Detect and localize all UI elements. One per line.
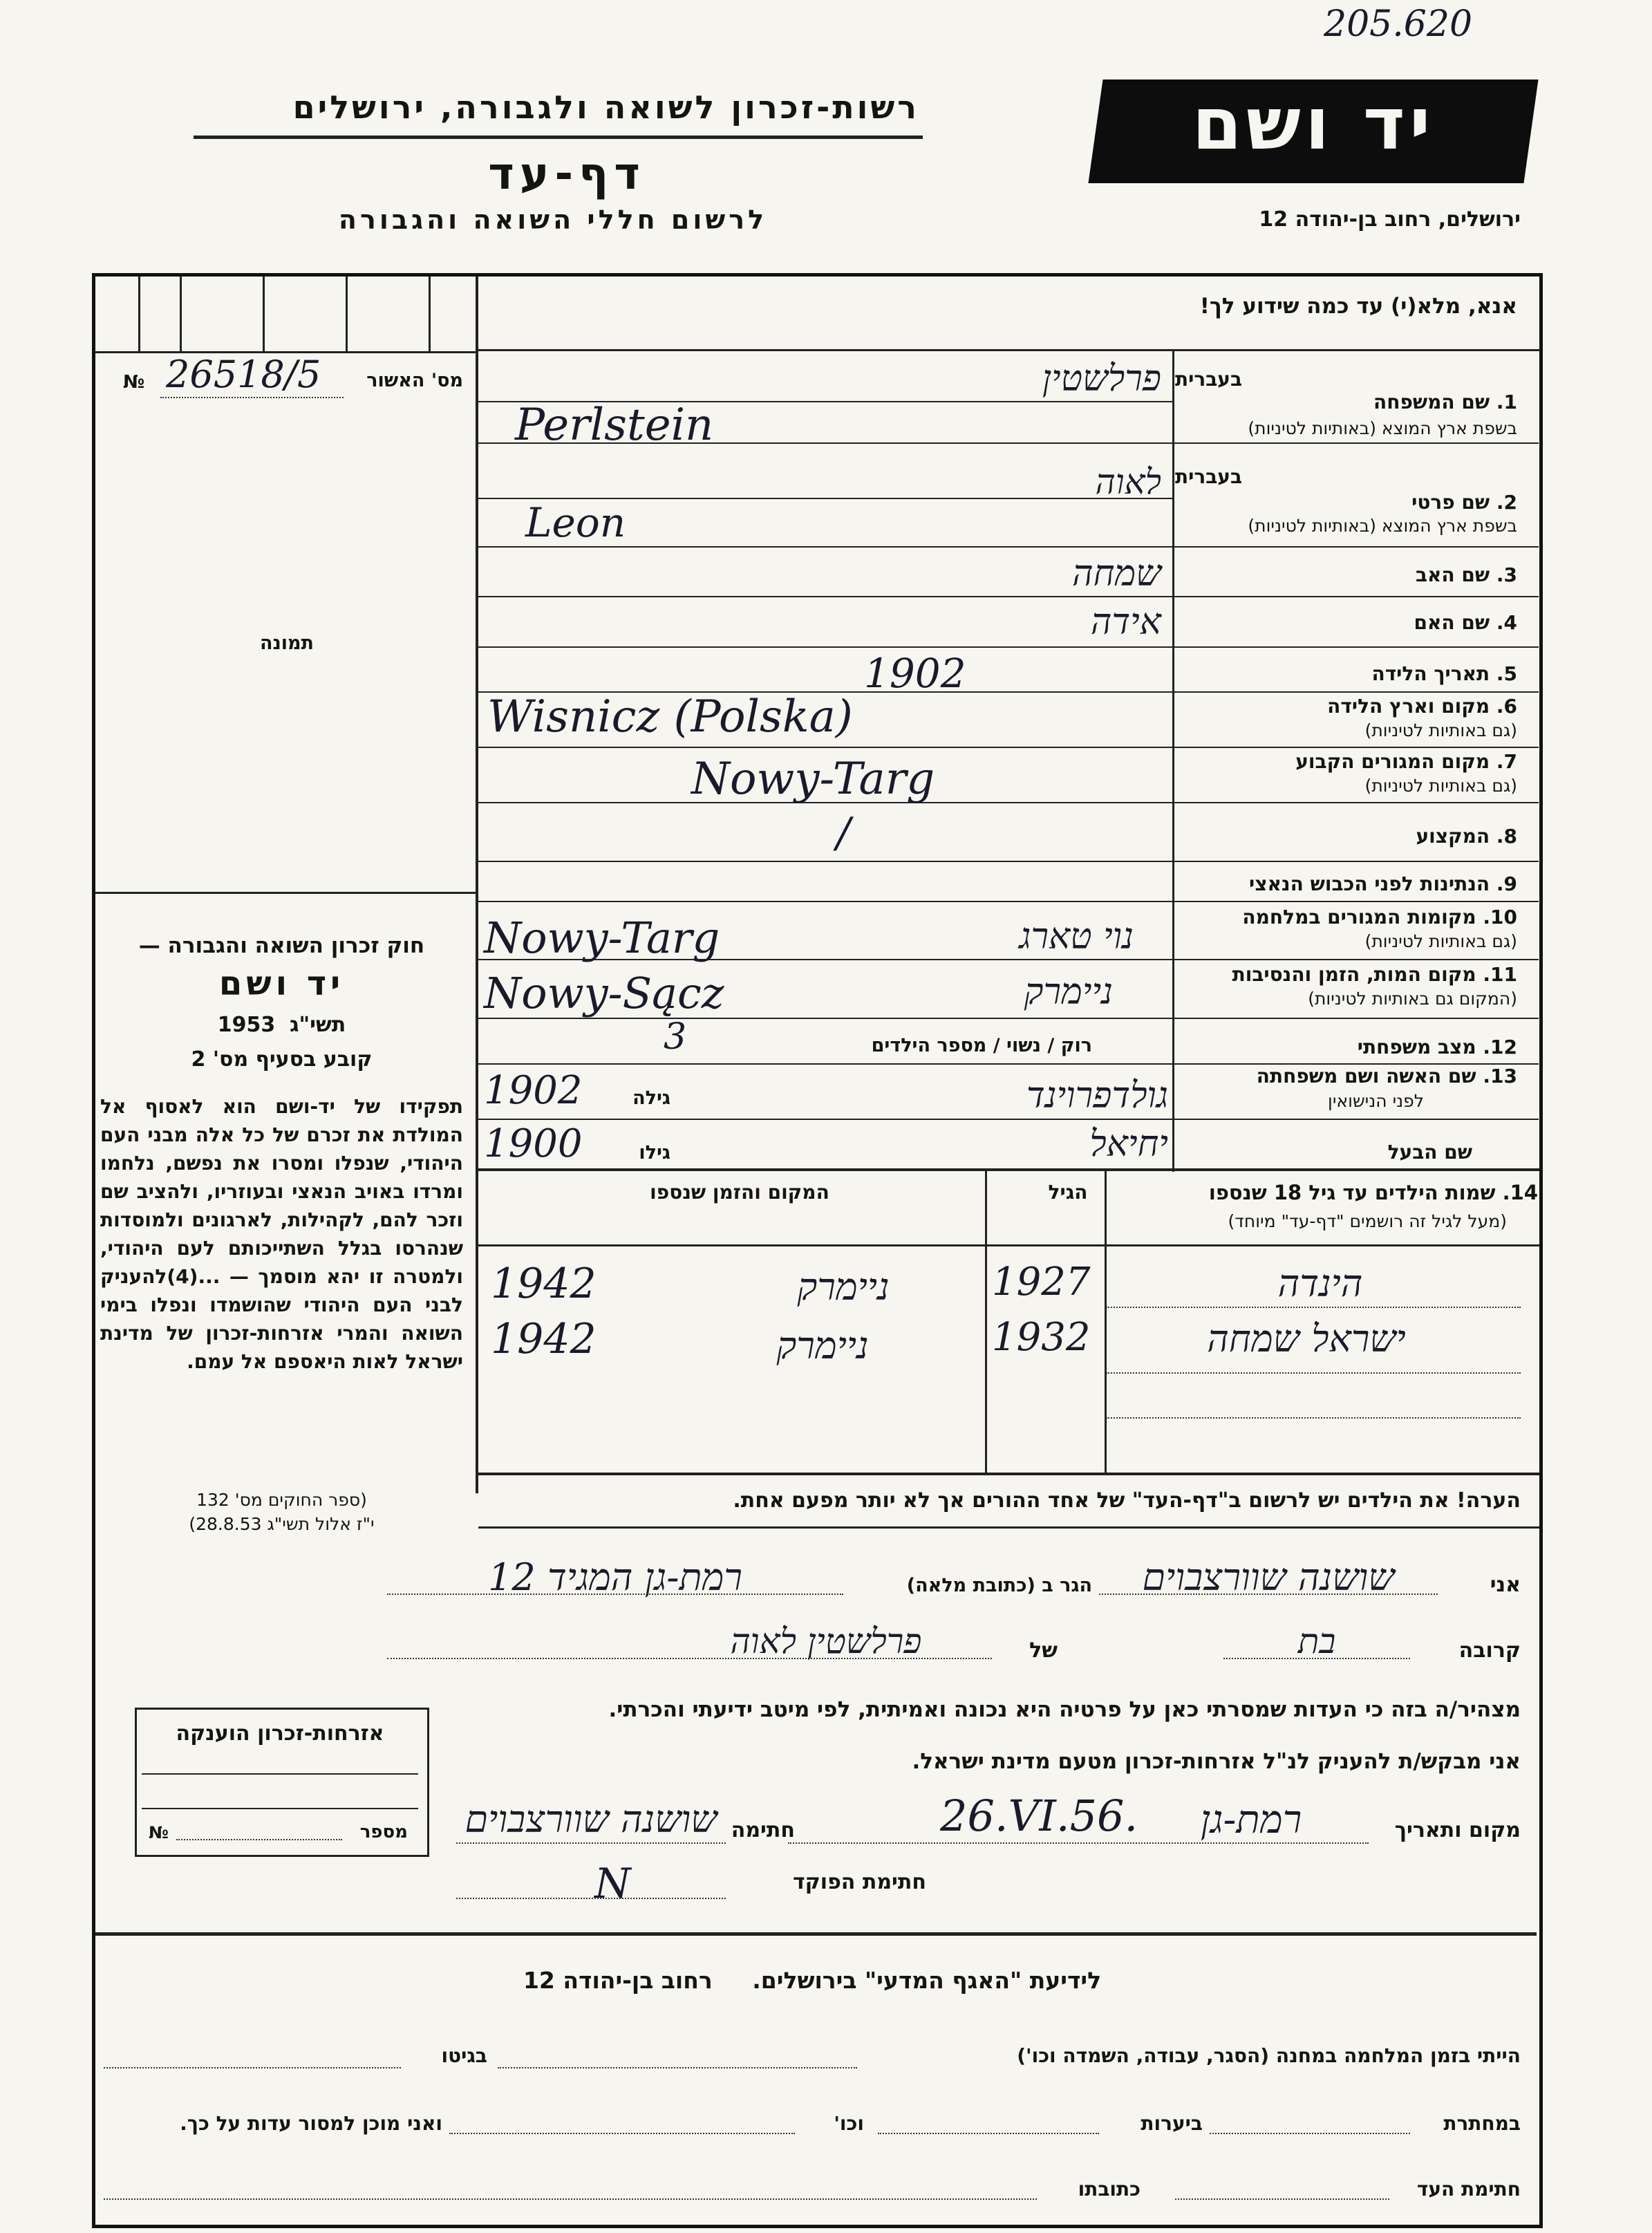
children-col-div: [1105, 1168, 1107, 1473]
footer-dots: [1175, 2198, 1389, 2200]
declaration-date: 26.VI.56.: [940, 1791, 1138, 1841]
children-row-line: [1106, 1372, 1521, 1374]
field-6-label: [1230, 695, 1517, 718]
authority-name: רשות-זכרון לשואה ולגבורה, ירושלים: [292, 88, 919, 126]
field-13-sub: לפני הנישואין: [1328, 1091, 1424, 1111]
field-11-text: מקום המות, הזמן והנסיבות: [1232, 963, 1476, 986]
child-1-age: 1927: [992, 1260, 1091, 1305]
field-1-label: [1279, 391, 1517, 413]
field-6-num: 6.: [1496, 695, 1517, 718]
children-col-place: המקום והזמן שנספו: [650, 1181, 829, 1204]
address-dots: [387, 1594, 843, 1595]
field-11-num: 11.: [1483, 963, 1517, 986]
value-line: [478, 1063, 1173, 1065]
field-4-num: 4.: [1496, 611, 1517, 634]
field-11-sub: (המקום גם באותיות לטיניות): [1308, 989, 1517, 1009]
child-1-place: ניימרק: [797, 1265, 890, 1309]
logo-text: יד ושם: [1192, 82, 1435, 166]
relative-of: פרלשטין לאוה: [730, 1621, 922, 1661]
cell-div: [429, 277, 431, 351]
officer-dots: [456, 1898, 726, 1899]
field-6-text: מקום וארץ הלידה: [1327, 695, 1490, 718]
row-line: [1172, 901, 1539, 902]
row-line: [1172, 1119, 1539, 1120]
resident-label: הגר ב (כתובת מלאה): [906, 1575, 1092, 1596]
row-line: [1172, 802, 1539, 803]
field-4-label: [1279, 611, 1517, 634]
death-place: Nowy-Sącz: [484, 968, 724, 1018]
field-10-num: 10.: [1483, 906, 1517, 928]
field-3-text: שם האב: [1415, 563, 1490, 586]
citizenship-number-dots: [176, 1839, 342, 1840]
relative-label: קרובה: [1458, 1638, 1521, 1663]
occupation-mark: /: [836, 809, 851, 857]
field-5-text: תאריך הלידה: [1371, 662, 1490, 685]
birth-place: Wisnicz (Polska): [487, 691, 853, 742]
declarant-name: שושנה שוורצבוים: [1142, 1555, 1395, 1599]
field-11-label: [1175, 963, 1517, 986]
declarant-address: רמת-גן המגיד 12: [488, 1555, 742, 1599]
field-9-num: 9.: [1496, 872, 1517, 895]
field-13-label: [1175, 1065, 1517, 1087]
field-2-num: 2.: [1496, 491, 1517, 514]
field-8-num: 8.: [1496, 825, 1517, 848]
field-7-text: מקום המגורים הקבוע: [1295, 750, 1490, 773]
field-3-num: 3.: [1496, 563, 1517, 586]
row-line: [1172, 861, 1539, 862]
photo-bottom: [95, 892, 477, 894]
intro-text: אנא, מלא(י) עד כמה שידוע לך!: [1199, 294, 1517, 319]
value-line: [478, 901, 1173, 902]
of-label: של: [1029, 1638, 1058, 1663]
footer-dots: [104, 2067, 401, 2068]
field-1-num: 1.: [1496, 391, 1517, 413]
footer-line1-a: הייתי בזמן המלחמה במחנה (הסגר, עבודה, השמדה וכו'): [1017, 2044, 1521, 2067]
field-8-text: המקצוע: [1416, 825, 1490, 848]
footer-dots: [498, 2067, 857, 2068]
declarant-signature: שושנה שוורצבוים: [464, 1797, 717, 1841]
note-text: הערה! את הילדים יש לרשום ב"דף-העד" של אחד ההורים אך לא יותר מפעם אחת.: [733, 1488, 1521, 1513]
husband-age: 1900: [484, 1121, 583, 1166]
footer-line3-b: כתובתו: [1078, 2178, 1141, 2201]
firstname-latin: Leon: [525, 499, 626, 546]
footer-line1-b: בגיטו: [441, 2044, 487, 2067]
field-5-num: 5.: [1496, 662, 1517, 685]
law-heading: חוק זכרון השואה והגבורה —: [138, 933, 425, 958]
field-8-label: [1279, 825, 1517, 848]
photo-label: תמונה: [259, 633, 315, 654]
left-column-divider: [476, 277, 478, 1493]
children-row-line: [1106, 1417, 1521, 1419]
declaration-i: אני: [1490, 1573, 1521, 1597]
field-10-sub: (גם באותיות לטיניות): [1364, 931, 1517, 951]
signature-dots: [456, 1842, 726, 1844]
husband-name: יחיאל: [1089, 1123, 1168, 1165]
field-13-num: 13.: [1483, 1065, 1517, 1087]
footer-line2-a: במחתרת: [1443, 2112, 1521, 2135]
husband-age-label: גילו: [639, 1142, 670, 1164]
field-13-text: שם האשה ושם משפחתה: [1256, 1065, 1476, 1087]
children-col-div: [985, 1168, 987, 1473]
citizenship-line: [142, 1808, 418, 1809]
request: אני מבקש/ת להעניק לנ"ל אזרחות-זכרון מטעם מדינת ישראל.: [912, 1749, 1521, 1774]
value-line: [478, 596, 1173, 597]
row-line: [1172, 442, 1539, 444]
row-line: [1172, 959, 1539, 960]
note-top-line: [478, 1473, 1539, 1475]
field-10-text: מקומות המגורים במלחמה: [1242, 906, 1476, 928]
footer-line2-d: ואני מוכן למסור עדות על כך.: [180, 2112, 442, 2135]
wartime-residence: Nowy-Targ: [484, 913, 720, 963]
row-line: [1172, 596, 1539, 597]
field-1-sub: בשפת ארץ המוצא (באותיות לטיניות): [1248, 418, 1517, 438]
statement: מצהיר/ה בזה כי העדות שמסרתי כאן על פרטיה היא נכונה ואמיתית, לפי מיטב ידיעתי והכרתי.: [608, 1697, 1521, 1722]
value-line: [478, 861, 1173, 862]
declarant-dots: [1099, 1594, 1438, 1595]
footer-dots: [104, 2198, 1037, 2200]
authority-underline: [194, 136, 923, 139]
value-line: [478, 546, 1173, 548]
children-title: 14. שמות הילדים עד גיל 18 שנספו: [1208, 1181, 1538, 1204]
law-section: קובע בסעיף מס' 2: [191, 1047, 373, 1072]
footer-dots: [449, 2133, 795, 2134]
top-row-divider: [476, 349, 1540, 351]
footer-dots: [1210, 2133, 1410, 2134]
registration-label: מס' האשור: [366, 370, 463, 391]
cell-div: [263, 277, 265, 351]
row-line: [1172, 646, 1539, 648]
signature-label: חתימה: [731, 1818, 795, 1842]
birth-year: 1902: [864, 650, 966, 697]
footer-line2-b: ביערות: [1141, 2112, 1203, 2135]
note-bottom-line: [478, 1526, 1539, 1529]
wife-age-label: גילה: [632, 1087, 670, 1109]
surname-hebrew: פרלשטין: [1042, 358, 1161, 400]
law-year-hebrew: תשי"ג: [290, 1013, 346, 1037]
row-line: [1172, 1018, 1539, 1019]
child-2-place: ניימרק: [776, 1324, 869, 1367]
law-year-number: 1953: [217, 1013, 276, 1037]
field-10-label: [1175, 906, 1517, 928]
child-1-name: הינדה: [1277, 1262, 1363, 1305]
surname-latin: Perlstein: [515, 400, 714, 451]
field-7-num: 7.: [1496, 750, 1517, 773]
child-2-age: 1932: [992, 1315, 1091, 1360]
children-count: 3: [664, 1016, 687, 1058]
relation: בת: [1297, 1621, 1336, 1661]
citizenship-title: אזרחות-זכרון הוענקה: [176, 1721, 384, 1746]
value-line: [478, 646, 1173, 648]
death-place-hebrew: ניימרק: [1024, 971, 1113, 1013]
cell-div: [138, 277, 140, 351]
footer-line2-c: וכו': [834, 2112, 864, 2135]
citizenship-no-label: №: [149, 1823, 169, 1842]
citizenship-line: [142, 1773, 418, 1775]
children-col-age: הגיל: [1048, 1181, 1088, 1204]
address: ירושלים, רחוב בן-יהודה 12: [1259, 207, 1521, 232]
field-2-text: שם פרטי: [1411, 491, 1490, 514]
footer-line3-a: חתימת העד: [1416, 2178, 1521, 2201]
child-2-name: ישראל שמחה: [1207, 1317, 1406, 1361]
wife-age: 1902: [484, 1068, 583, 1113]
officer-label: חתימת הפוקד: [793, 1870, 926, 1894]
mother-name: אידה: [1090, 601, 1161, 643]
law-ref-1: (ספר החוקים מס' 132: [196, 1490, 367, 1510]
registration-dots: [160, 397, 344, 398]
place-date-dots: [788, 1842, 1369, 1844]
row-line: [1172, 691, 1539, 693]
law-ref-2: י"ז אלול תשי"ג 28.8.53): [189, 1514, 375, 1534]
value-line: [478, 747, 1173, 748]
children-subtitle: (מעל לגיל זה רושמים "דף-עד" מיוחד): [1228, 1211, 1507, 1231]
children-header-line: [478, 1244, 1539, 1246]
footer-dots: [878, 2133, 1099, 2134]
value-line: [478, 1119, 1173, 1120]
form-title: דף-עד: [488, 149, 646, 200]
relative-of-dots: [387, 1658, 992, 1659]
declaration-place: רמת-גן: [1200, 1797, 1302, 1842]
archive-number: 205.620: [1324, 3, 1473, 45]
field-1-text: שם המשפחה: [1373, 391, 1490, 413]
children-top-line: [478, 1168, 1539, 1171]
field-1-heb-label: בעברית: [1175, 368, 1243, 391]
child-2-year: 1942: [491, 1315, 597, 1363]
marital-status-options: רוק / נשוי / מספר הילדים: [871, 1035, 1092, 1056]
footer-heading: [346, 1967, 1279, 1994]
residence: Nowy-Targ: [691, 754, 935, 805]
citizenship-number-label: מספר: [359, 1822, 408, 1842]
law-year: [100, 1013, 463, 1037]
footer-top-line: [95, 1932, 1537, 1936]
firstname-hebrew: לאוה: [1095, 462, 1161, 502]
footer-address: רחוב בן-יהודה 12: [523, 1967, 713, 1994]
field-2-label: [1279, 491, 1517, 514]
footer-heading-text: לידיעת "האגף המדעי" בירושלים.: [752, 1967, 1102, 1994]
row-line: [1172, 546, 1539, 548]
field-12-num: 12.: [1483, 1036, 1517, 1058]
form-subtitle: לרשום חללי השואה והגבורה: [338, 205, 768, 235]
field-2-sub: בשפת ארץ המוצא (באותיות לטיניות): [1248, 516, 1517, 536]
registration-no-label: №: [123, 372, 145, 393]
wife-maiden-name: גולדפרוינד: [1026, 1075, 1168, 1116]
field-3-label: [1279, 563, 1517, 586]
registration-number: 26518/5: [166, 353, 321, 396]
field-7-label: [1175, 750, 1517, 773]
field-9-text: הנתינות לפני הכבוש הנאצי: [1249, 872, 1490, 895]
child-1-year: 1942: [491, 1260, 597, 1308]
field-2-heb-label: בעברית: [1175, 465, 1243, 488]
cell-div: [346, 277, 348, 351]
field-9-label: [1175, 872, 1517, 895]
field-4-text: שם האם: [1414, 611, 1490, 634]
place-date-label: מקום ותאריך: [1394, 1818, 1521, 1842]
husband-label: שם הבעל: [1387, 1141, 1472, 1164]
children-row-line: [1106, 1307, 1521, 1308]
row-line: [1172, 747, 1539, 748]
field-6-sub: (גם באותיות לטיניות): [1364, 720, 1517, 740]
field-12-label: [1279, 1036, 1517, 1058]
relation-dots: [1223, 1658, 1410, 1659]
label-column-divider: [1172, 349, 1174, 1172]
field-12-text: מצב משפחתי: [1357, 1036, 1476, 1058]
cell-div: [180, 277, 182, 351]
law-body: תפקידו של יד-ושם הוא לאסוף אל המולדת את זכרם של כל אלה מבני העם היהודי, שנפלו ומסרו את נפשם, נלחמו ומרדו באויב הנאצי ובעוזריו, ולהציב שם וזכר להם, לקהילות, לארגונים ולמוסדות שנהרסו בגלל השתייכותם לעם היהודי, ולמטרה זו יהא מוסמך — ...(4)להעניק לבני העם היהודי שהושמדו ונפלו בימי השואה והמרי אזרחות-זכרון של מדינת ישראל לאות היאספם אל עמם.: [100, 1095, 463, 1373]
officer-signature: N: [594, 1860, 631, 1908]
field-5-label: [1279, 662, 1517, 685]
field-7-sub: (גם באותיות לטיניות): [1364, 776, 1517, 796]
wartime-residence-hebrew: נוי טארג: [1019, 916, 1134, 957]
law-name: יד ושם: [218, 964, 345, 1003]
father-name: שמחה: [1072, 553, 1161, 595]
